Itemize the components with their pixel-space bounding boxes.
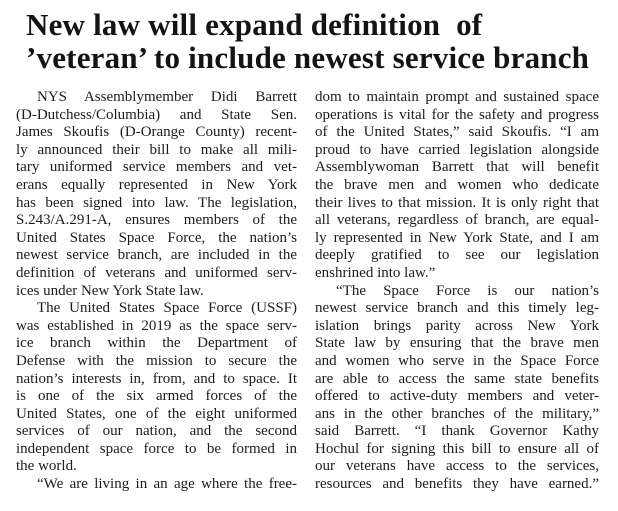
article-line: ans in the other branches of the military,” xyxy=(315,405,599,422)
article-line: all veterans, regardless of branch, are equal- xyxy=(315,212,599,229)
article-line: their lives to that mission. It is only right that xyxy=(315,194,599,211)
article-line: ly announced their bill to make all mili- xyxy=(16,141,297,158)
article-line: definition of veterans and uniformed serv- xyxy=(16,264,297,281)
article-line: said Barrett. “I thank Governor Kathy xyxy=(315,423,599,440)
article-line: “The Space Force is our nation’s xyxy=(336,282,599,299)
article-line: ly represented in New York State, and I am xyxy=(315,229,599,246)
article-column-left xyxy=(16,89,297,494)
article-line: our veterans have access to the services, xyxy=(315,458,599,475)
article-line: proud to have carried legislation alongside xyxy=(315,141,599,158)
article-line: operations is vital for the safety and progress xyxy=(315,106,599,123)
article-line: The United States Space Force (USSF) xyxy=(37,300,297,317)
article-line: is one of the six armed forces of the xyxy=(16,388,297,405)
article-line: Hochul for signing this bill to ensure all of xyxy=(315,440,599,457)
headline-line-1: New law will expand definition of xyxy=(26,7,483,42)
article-line: deeply gratified to see our legislation xyxy=(315,247,599,264)
article-line: independent space force to be formed in xyxy=(16,440,297,457)
article-line: enshrined into law.” xyxy=(315,264,436,281)
article-line: tary uniformed service members and vet- xyxy=(16,159,297,176)
article-line: the world. xyxy=(16,458,77,475)
article-line: nation’s interests in, from, and to space. It xyxy=(16,370,297,387)
article-line: United States Space Force, the nation’s xyxy=(16,229,297,246)
article-line: offered to active-duty members and veter- xyxy=(315,388,599,405)
article-line: ice branch within the Department of xyxy=(16,335,297,352)
article-line: newest service branch, are included in the xyxy=(16,247,297,264)
article-column-right xyxy=(315,89,599,494)
article-line: dom to maintain prompt and sustained space xyxy=(315,89,599,105)
article-line: James Skoufis (D-Orange County) recent- xyxy=(16,124,297,141)
article-line: resources and benefits they have earned.” xyxy=(315,476,599,493)
article-line: Assemblywoman Barrett that will benefit xyxy=(315,159,599,176)
article-line: services of our nation, and the second xyxy=(16,423,297,440)
article-body xyxy=(16,89,618,494)
article-line: the brave men and women who dedicate xyxy=(315,176,599,193)
headline-line-2: ’veteran’ to include newest service branch xyxy=(26,40,590,75)
article-line: are able to access the same state benefits xyxy=(315,370,599,387)
article-line: NYS Assemblymember Didi Barrett xyxy=(37,89,297,105)
article-line: has been signed into law. The legislation, xyxy=(16,194,297,211)
article-line: and women who serve in the Space Force xyxy=(315,352,599,369)
article-line: “We are living in an age where the free- xyxy=(37,476,297,493)
article-line: of the United States,” said Skoufis. “I am xyxy=(315,124,599,141)
article-line: erans equally represented in New York xyxy=(16,176,297,193)
article-line: S.243/A.291-A, ensures members of the xyxy=(16,212,297,229)
article-line: islation brings parity across New York xyxy=(315,317,599,334)
article-line: Defense with the mission to secure the xyxy=(16,352,297,369)
article-line: United States, one of the eight uniformed xyxy=(16,405,297,422)
article-line: was established in 2019 as the space serv- xyxy=(16,317,297,334)
article-line: State law by ensuring that the brave men xyxy=(315,335,599,352)
article-line: ices under New York State law. xyxy=(16,282,204,299)
article-headline xyxy=(26,8,600,74)
article-line: newest service branch and this timely leg- xyxy=(315,300,599,317)
article-line: (D-Dutchess/Columbia) and State Sen. xyxy=(16,106,297,123)
